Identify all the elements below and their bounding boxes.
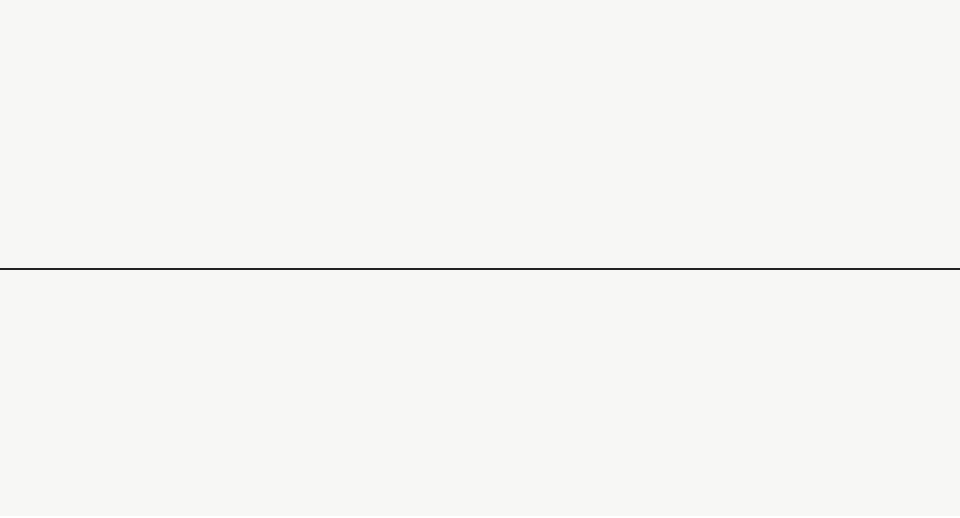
bottom-notice-row [0,268,960,518]
